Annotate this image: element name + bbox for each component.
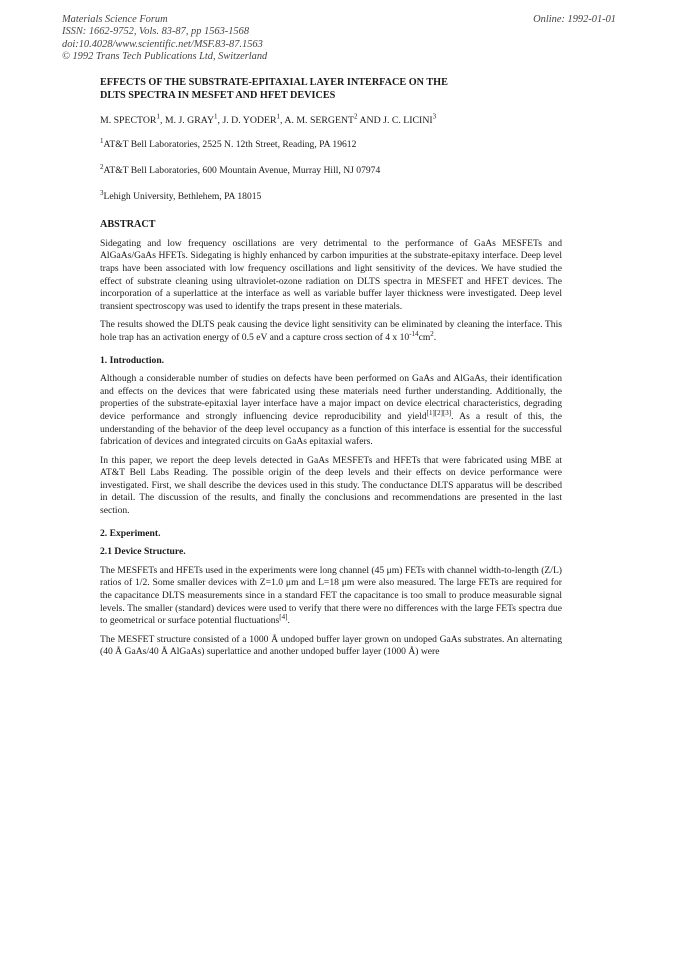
abstract-heading: ABSTRACT xyxy=(100,219,156,231)
introduction-heading: 1. Introduction. xyxy=(100,354,165,366)
author-affiliation-mark: 1 xyxy=(214,112,218,121)
abstract-end: . xyxy=(433,331,437,343)
experiment-text: . xyxy=(287,615,290,627)
author-name: , J. D. YODER xyxy=(217,114,277,126)
author-name: AND J. C. LICINI xyxy=(357,114,433,126)
author-name: M. SPECTOR xyxy=(100,114,157,126)
introduction-paragraph-1 xyxy=(100,373,562,449)
affiliation-mark: 2 xyxy=(100,162,104,171)
affiliation-2 xyxy=(100,162,562,178)
abstract-unit: cm xyxy=(418,331,431,343)
issn-line: ISSN: 1662-9752, Vols. 83-87, pp 1563-1568 xyxy=(62,26,250,38)
introduction-text: . As a result of this, the understanding of the behavior of the deep level occupancy as a function of this interface is essential for the successful fabrication of devices and integrated circuits on GaAs epitaxial wafers. xyxy=(100,410,563,448)
introduction-paragraph-2: In this paper, we report the deep levels detected in GaAs MESFETs and HFETs that were fabricated using MBE at AT&T Bell Labs Reading. The possible origin of the deep levels and their effects on device performance were investigated. First, we shall describe the devices used in this study. The conductance DLTS apparatus will be described in detail. The discussion of the results, and finally the conclusions and recommendations are presented in the last section. xyxy=(100,454,562,517)
title-line-1: EFFECTS OF THE SUBSTRATE-EPITAXIAL LAYER INTERFACE ON THE xyxy=(100,77,448,88)
affiliation-text: AT&T Bell Laboratories, 600 Mountain Avenue, Murray Hill, NJ 07974 xyxy=(103,165,381,176)
experiment-paragraph-2: The MESFET structure consisted of a 1000 Å undoped buffer layer grown on undoped GaAs substrates. An alternating (40 Å GaAs/40 Å AlGaAs) superlattice and another undoped buffer layer (1000 Å) were xyxy=(100,633,562,658)
author-affiliation-mark: 1 xyxy=(156,112,160,121)
author-affiliation-mark: 1 xyxy=(276,112,281,121)
paper-title xyxy=(100,76,562,103)
experiment-text: The MESFETs and HFETs used in the experiments were long channel (45 μm) FETs with channel width-to-length (Z/L) ratios of 1/2. Some smaller devices with Z=1.0 μm and L=18 μm were also measured. The large FETs are required for the capacitance DLTS measurements since in a standard FET the capacitance is too small to produce measurable signal levels. The smaller (standard) devices were used to verify that there were no differences with the large FETs spectra due to geometrical or surface potential fluctuations xyxy=(100,564,562,627)
citation-mark: [4] xyxy=(279,613,288,622)
affiliation-mark: 1 xyxy=(100,137,104,146)
device-structure-heading: 2.1 Device Structure. xyxy=(100,546,186,558)
journal-name: Materials Science Forum xyxy=(62,14,168,25)
doi-line: doi:10.4028/www.scientific.net/MSF.83-87.1563 xyxy=(62,38,263,50)
author-affiliation-mark: 2 xyxy=(354,112,358,121)
paper-body xyxy=(100,76,562,665)
affiliation-text: Lehigh University, Bethlehem, PA 18015 xyxy=(103,190,262,202)
exponent: 2 xyxy=(430,329,434,338)
exponent: -14 xyxy=(409,329,419,338)
affiliation-1 xyxy=(100,139,562,152)
online-date: Online: 1992-01-01 xyxy=(533,14,616,25)
experiment-paragraph-1 xyxy=(100,565,562,628)
author-affiliation-mark: 3 xyxy=(432,112,437,121)
affiliation-text: AT&T Bell Laboratories, 2525 N. 12th Street, Reading, PA 19612 xyxy=(103,139,357,151)
citation-marks: [1][2][3] xyxy=(426,408,452,417)
journal-header xyxy=(62,14,267,64)
abstract-text: The results showed the DLTS peak causing the device light sensitivity can be eliminated by cleaning the interface. This hole trap has an activation energy of 0.5 eV and a capture cross section of 4 x 10 xyxy=(100,319,562,343)
author-name: , M. J. GRAY xyxy=(159,114,215,126)
affiliation-mark: 3 xyxy=(100,188,104,197)
abstract-paragraph-2 xyxy=(100,319,562,344)
experiment-heading: 2. Experiment. xyxy=(100,527,161,539)
title-line-2: DLTS SPECTRA IN MESFET AND HFET DEVICES xyxy=(100,90,336,102)
affiliation-3 xyxy=(100,188,562,204)
introduction-text: Although a considerable number of studies on defects have been performed on GaAs and AlGaAs, their identification and effects on the devices that were fabricated using these materials need further understanding. Additionally, the properties of the substrate-epitaxial layer interface have a major impact on device electrical characteristics, degrading device performance and strongly influencing device reproducibility and yield xyxy=(100,373,562,422)
author-name: , A. M. SERGENT xyxy=(280,114,355,126)
copyright-line: © 1992 Trans Tech Publications Ltd, Switzerland xyxy=(62,51,268,63)
abstract-paragraph-1: Sidegating and low frequency oscillations are very detrimental to the performance of GaAs MESFETs and AlGaAs/GaAs HFETs. Sidegating is highly enhanced by carbon impurities at the substrate-epitaxy interface. Deep level traps have been associated with low frequency oscillations and light sensitivity of the devices. We have studied the effect of substrate cleaning using ultraviolet-ozone radiation on DLTS spectra in MESFET and HFET devices. The incorporation of a superlattice at the interface as well as variable buffer layer thickness were investigated. Deep level transient spectroscopy was used to identify the traps present in these materials. xyxy=(100,237,562,312)
author-list xyxy=(100,112,562,128)
